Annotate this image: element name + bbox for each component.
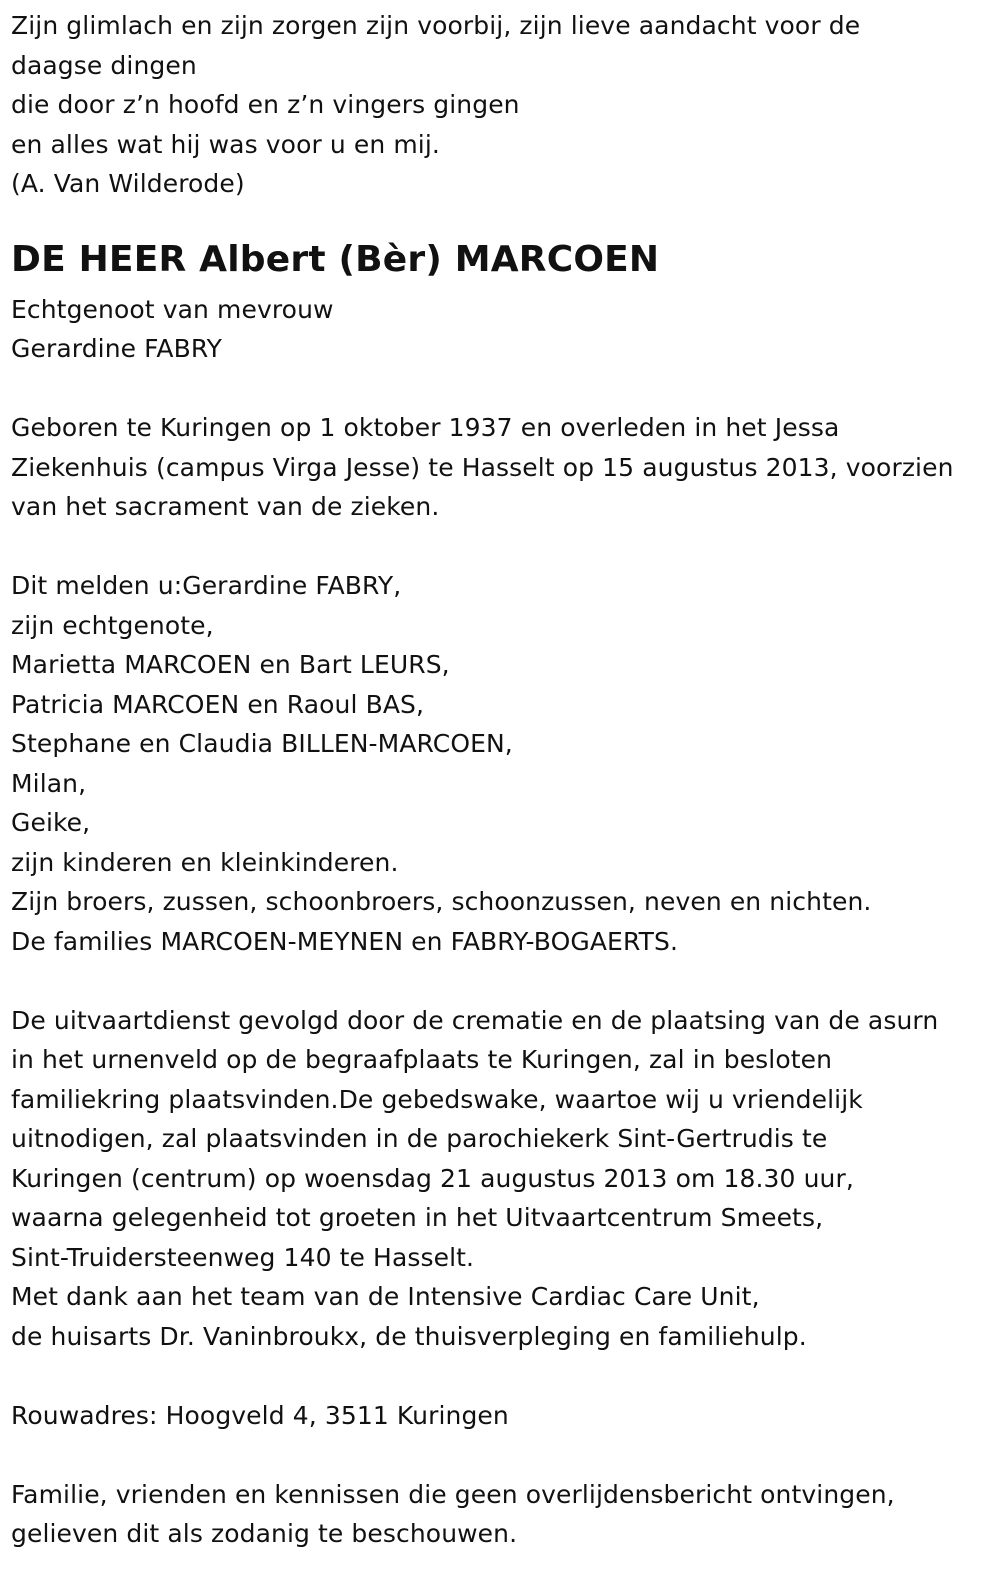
spouse-line: Gerardine FABRY [11,334,223,363]
funeral-line: de huisarts Dr. Vaninbroukx, de thuisverpleging en familiehulp. [11,1321,807,1351]
funeral-line: Met dank aan het team van de Intensive Cardiac Care Unit, [11,1282,760,1311]
funeral-paragraph [11,1001,990,1357]
address-line: Rouwadres: Hoogveld 4, 3511 Kuringen [11,1400,509,1430]
poem-line: daagse dingen [11,50,197,80]
funeral-line: Kuringen (centrum) op woensdag 21 augustus 2013 om 18.30 uur, [11,1163,854,1193]
spouse-line: Echtgenoot van mevrouw [11,294,334,324]
poem-attribution: (A. Van Wilderode) [11,169,245,198]
closing-paragraph [11,1475,990,1554]
paragraph-spacer [11,1356,990,1396]
announcer-line: zijn echtgenote, [11,610,214,640]
announcer-line: Geike, [11,808,91,837]
announcer-line: Dit melden u:Gerardine FABRY, [11,571,402,600]
poem-line: en alles wat hij was voor u en mij. [11,129,440,159]
funeral-line: waarna gelegenheid tot groeten in het Uitvaartcentrum Smeets, [11,1203,824,1232]
closing-line: Familie, vrienden en kennissen die geen overlijdensbericht ontvingen, [11,1479,895,1509]
announcer-line: Milan, [11,768,87,798]
paragraph-spacer [11,527,990,567]
announcers-paragraph [11,566,990,961]
mourning-address [11,1396,990,1436]
announcer-line: De families MARCOEN-MEYNEN en FABRY-BOGAERTS. [11,926,678,956]
paragraph-spacer [11,1435,990,1475]
poem-line: die door z’n hoofd en z’n vingers gingen [11,90,520,119]
funeral-line: in het urnenveld op de begraafplaats te Kuringen, zal in besloten [11,1045,833,1074]
birth-death-paragraph [11,408,990,527]
announcer-line: Stephane en Claudia BILLEN-MARCOEN, [11,729,513,758]
poem-line: Zijn glimlach en zijn zorgen zijn voorbij, zijn lieve aandacht voor de [11,11,861,40]
paragraph-line: Geboren te Kuringen op 1 oktober 1937 en overleden in het Jessa [11,413,840,442]
closing-line: gelieven dit als zodanig te beschouwen. [11,1519,518,1548]
spouse-section [11,290,990,369]
funeral-line: uitnodigen, zal plaatsvinden in de parochiekerk Sint-Gertrudis te [11,1124,828,1153]
announcer-line: Patricia MARCOEN en Raoul BAS, [11,689,425,719]
paragraph-spacer [11,961,990,1001]
paragraph-line: Ziekenhuis (campus Virga Jesse) te Hasselt op 15 augustus 2013, voorzien [11,452,954,482]
announcer-line: Zijn broers, zussen, schoonbroers, schoonzussen, neven en nichten. [11,887,872,916]
poem [11,6,990,204]
paragraph-line: van het sacrament van de zieken. [11,492,440,521]
announcer-line: zijn kinderen en kleinkinderen. [11,847,399,877]
funeral-line: De uitvaartdienst gevolgd door de crematie en de plaatsing van de asurn [11,1005,939,1035]
deceased-name-heading: DE HEER Albert (Bèr) MARCOEN [11,238,660,280]
paragraph-spacer [11,369,990,409]
funeral-line: Sint-Truidersteenweg 140 te Hasselt. [11,1242,475,1272]
funeral-line: familiekring plaatsvinden.De gebedswake, waartoe wij u vriendelijk [11,1084,863,1114]
announcer-line: Marietta MARCOEN en Bart LEURS, [11,650,450,679]
